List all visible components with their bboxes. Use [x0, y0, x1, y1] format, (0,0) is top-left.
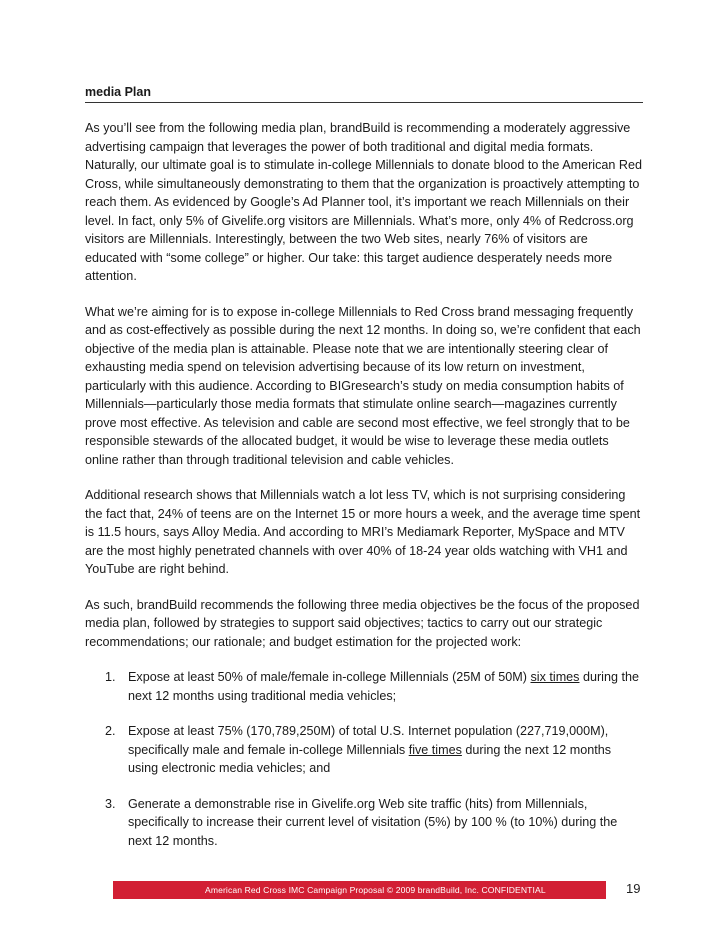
list-item-number: 2. [105, 724, 116, 738]
list-item-text: during the next 12 months using electronic media vehicles; and [128, 742, 612, 775]
paragraph-aim: What we’re aiming for is to expose in-college Millennials to Red Cross brand messaging frequently and as cost-effectively as possible during the next 12 months. In doing so, we’re confident that each objective of the media plan is attainable. Please note that we are intentionally steering clear of exhausting media spend on television advertising because of its low return on investment, particularly with this audience. According to BIGresearch’s study on media consumption habits of Millennials—particularly those media formats that stimulate online search—magazines currently prove most effective. As television and cable are second most effective, we feel strongly that to be responsible stewards of the allocated budget, it would be wise to leverage these media outlets online rather than through traditional television and cable vehicles. [85, 304, 641, 467]
paragraph-intro: As you’ll see from the following media plan, brandBuild is recommending a moderately aggressive advertising campaign that leverages the power of both traditional and digital media formats. Naturally, our ultimate goal is to stimulate in-college Millennials to donate blood to the American Red Cross, while simultaneously demonstrating to them that the organization is proactively attempting to reach them. As evidenced by Google’s Ad Planner tool, it’s important we reach Millennials on their level. In fact, only 5% of Givelife.org visitors are Millennials. What’s more, only 4% of Redcross.org visitors are Millennials. Interestingly, between the two Web sites, nearly 76% of visitors are educated with “some college” or higher. Our take: this target audience desperately needs more attention. [85, 121, 642, 283]
list-item-text: Generate a demonstrable rise in Givelife.org Web site traffic (hits) from Millennials, specifically to increase their current level of visitation (5%) by 100 % (to 10%) during the next 12 months. [128, 796, 618, 848]
section-heading: media Plan [85, 84, 643, 103]
objectives-list [85, 668, 643, 850]
list-item-text: Expose at least 50% of male/female in-college Millennials (25M of 50M) [128, 670, 531, 684]
list-item [85, 668, 643, 705]
list-item-text: Expose at least 75% (170,789,250M) of total U.S. Internet population (227,719,000M), specifically male and female in-college Millennials [128, 724, 609, 757]
list-item [85, 795, 643, 851]
list-item-number: 3. [105, 796, 116, 811]
list-item-number: 1. [105, 670, 116, 684]
footer-text: American Red Cross IMC Campaign Proposal © 2009 brandBuild, Inc. CONFIDENTIAL [205, 885, 546, 895]
list-item [85, 722, 643, 778]
document-page [85, 84, 643, 867]
page-number: 19 [626, 881, 641, 896]
paragraph-recommendation: As such, brandBuild recommends the following three media objectives be the focus of the proposed media plan, followed by strategies to support said objectives; tactics to carry out our strategic recommendations; our rationale; and budget estimation for the projected work: [85, 597, 640, 649]
list-item-emphasis: five times [408, 742, 462, 757]
list-item-text: during the next 12 months using traditional media vehicles; [128, 670, 639, 703]
paragraph-research: Additional research shows that Millennials watch a lot less TV, which is not surprising considering the fact that, 24% of teens are on the Internet 15 or more hours a week, and the average time spent is 11.5 hours, says Alloy Media. And according to MRI’s Mediamark Reporter, MySpace and MTV are the most highly penetrated channels with over 40% of 18-24 year olds watching with VH1 and YouTube are right behind. [85, 488, 641, 576]
list-item-emphasis: six times [530, 670, 580, 684]
